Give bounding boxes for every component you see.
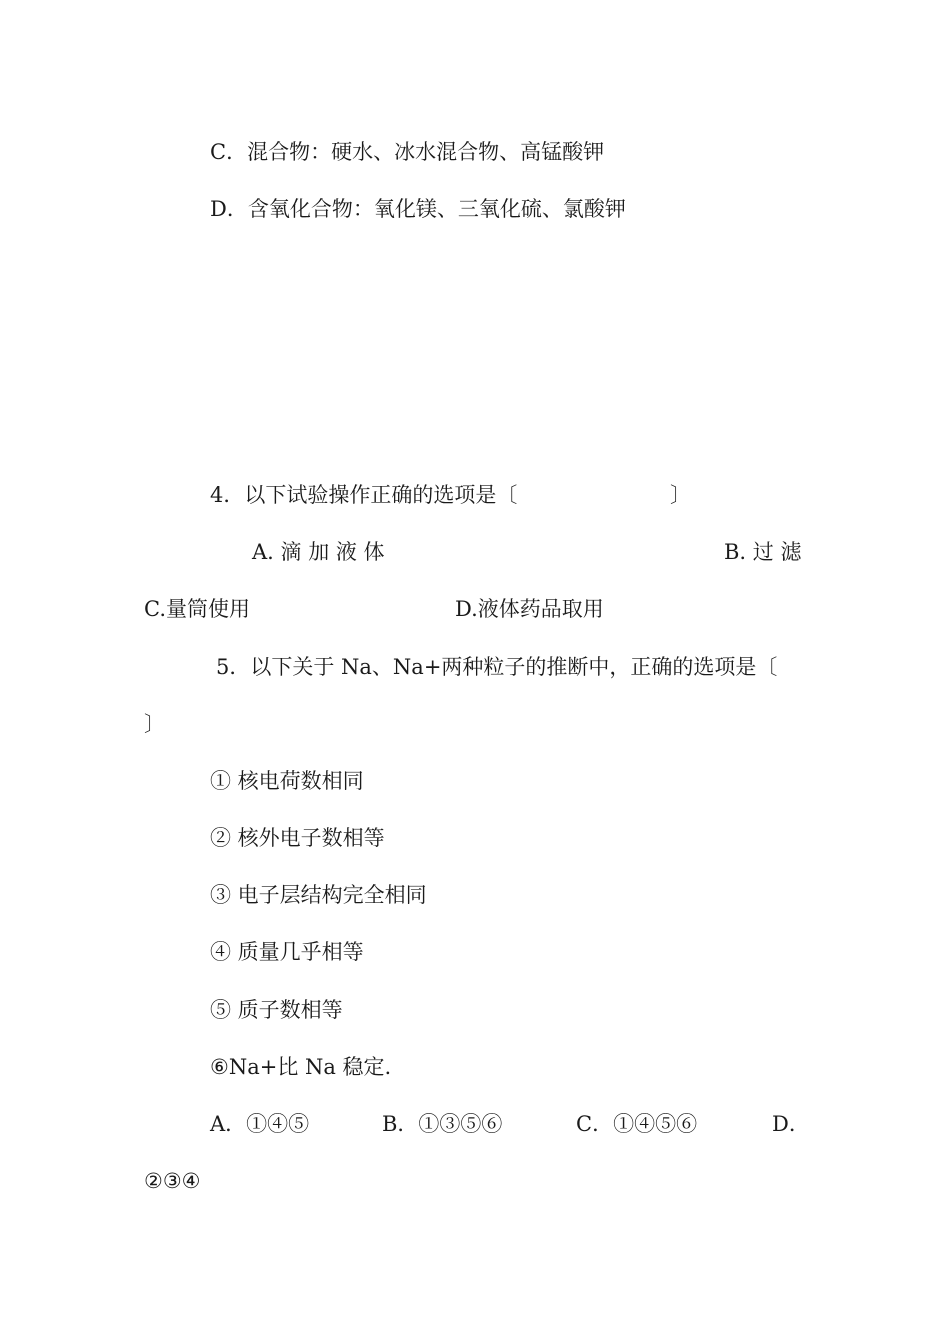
q4-stem: 4．以下试验操作正确的选项是〔 — [210, 483, 518, 507]
q5-stem: 5．以下关于 Na、Na+两种粒子的推断中，正确的选项是〔 — [216, 655, 778, 679]
q5-statement-4: ④ 质量几乎相等 — [210, 940, 364, 964]
q4-option-a: A. 滴 加 液 体 — [252, 540, 385, 564]
q4-option-c: C.量筒使用 — [144, 597, 250, 621]
q5-option-d: D． — [772, 1112, 810, 1136]
q4-option-b: B. 过 滤 — [724, 540, 802, 564]
q5-statement-3: ③ 电子层结构完全相同 — [210, 883, 427, 907]
q4-stem-close: 〕 — [670, 483, 691, 507]
q3-option-d: D．含氧化合物：氧化镁、三氧化硫、氯酸钾 — [210, 197, 626, 221]
q5-option-c: C．①④⑤⑥ — [576, 1112, 698, 1136]
q4-option-d: D.液体药品取用 — [455, 597, 604, 621]
q5-option-a: A．①④⑤ — [210, 1112, 310, 1136]
q5-statement-2: ② 核外电子数相等 — [210, 826, 385, 850]
q5-statement-6: ⑥Na+比 Na 稳定. — [210, 1055, 392, 1079]
q5-option-d-continued: ②③④ — [144, 1169, 201, 1193]
q5-stem-close: 〕 — [144, 712, 165, 736]
q3-option-c: C．混合物：硬水、冰水混合物、高锰酸钾 — [210, 140, 605, 164]
q5-option-b: B．①③⑤⑥ — [382, 1112, 503, 1136]
q5-statement-5: ⑤ 质子数相等 — [210, 998, 343, 1022]
q5-statement-1: ① 核电荷数相同 — [210, 769, 364, 793]
